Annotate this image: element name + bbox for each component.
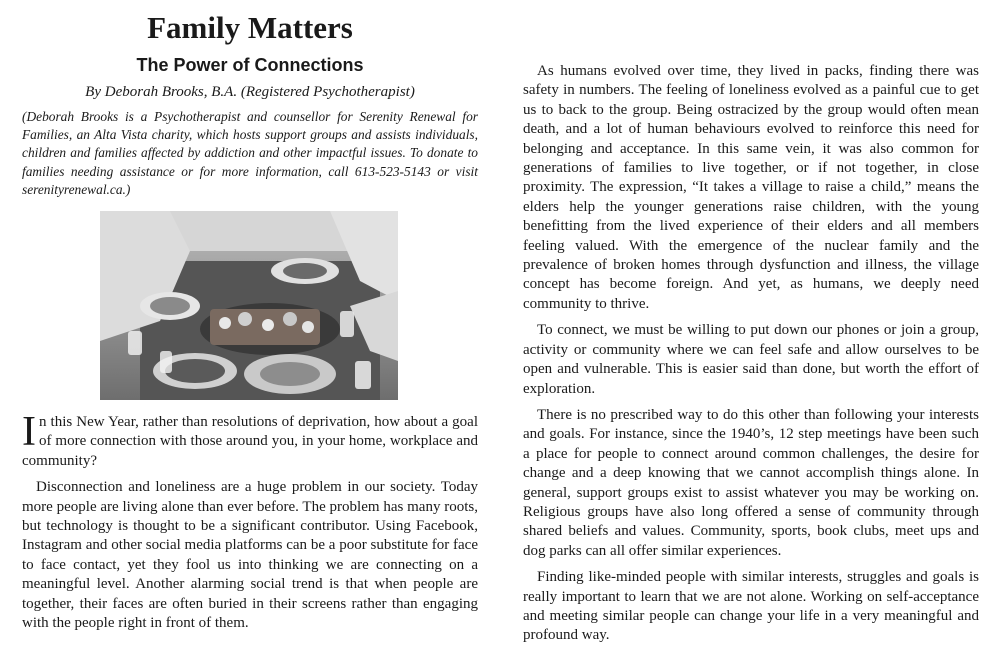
intro-paragraph: [22, 409, 478, 471]
left-column: [22, 0, 478, 640]
paragraph-6: Finding like-minded people with similar interests, struggles and goals is really important to learn that we are not alone. Working on self-acceptance and meeting similar people can change your life in a very meaningful and profound way.: [523, 569, 979, 644]
intro-text: n this New Year, rather than resolutions of deprivation, how about a goal of more connection with those around you, in your home, workplace and community?: [22, 414, 478, 469]
column-title: Family Matters: [147, 10, 353, 45]
paragraph-2: Disconnection and loneliness are a huge problem in our society. Today more people are living alone than ever before. The problem has many roots, but technology is thought to be a significant contributor. Using Facebook, Instagram and other social media platforms can be a poor substitute for face to face contact, yet they fool us into thinking we are connecting on a meaningful level. Another alarming social trend is that when people are together, their faces are often buried in their screens rather than engaging with the people right in front of them.: [22, 479, 478, 632]
author-bio: (Deborah Brooks is a Psychotherapist and counsellor for Serenity Renewal for Families, an Alta Vista charity, which hosts support groups and assists individuals, children and families affected by addiction and other impactful issues. To donate to families needing assistance or for more information, call 613-523-5143 or visit serenityrenewal.ca.): [22, 109, 478, 197]
drop-cap: I: [22, 409, 36, 456]
left-body-text: [22, 409, 478, 633]
article-title: The Power of Connections: [136, 55, 364, 75]
family-dinner-photo: [100, 211, 398, 400]
right-column: [523, 62, 979, 653]
paragraph-4: To connect, we must be willing to put down our phones or join a group, activity or community where we can feel safe and allow ourselves to be open and vulnerable. This is easier said than done, but worth the effort of exploration.: [523, 322, 979, 397]
paragraph-5: There is no prescribed way to do this other than following your interests and goals. For instance, since the 1940’s, 12 step meetings have been such a place for people to connect around common challenges, the desire for change and a deep knowing that we cannot accomplish things alone. In general, support groups exist to assist whatever you may be working on. Religious groups have also long offered a sense of community through shared beliefs and values. Community, sports, book clubs, meet ups and dog parks can all offer similar experiences.: [523, 406, 979, 559]
byline: By Deborah Brooks, B.A. (Registered Psychotherapist): [85, 84, 415, 100]
paragraph-3: As humans evolved over time, they lived in packs, finding there was safety in numbers. The feeling of loneliness evolved as a painful cue to get us to back to the group. Being ostracized by the group would often mean death, and a lot of human behaviours evolved to reinforce this need for belonging and acceptance. In this same vein, it was also common for generations of families to live together, or if not together, in close proximity. The expression, “It takes a village to raise a child,” means the elders help the younger generations raise children, with the young benefitting from the lived experience of their elders and all members feeling valued. With the emergence of the nuclear family and the prevalence of broken homes through dysfunction and illness, the village concept has become foreign. And yet, as humans, we deeply need community to thrive.: [523, 63, 979, 312]
